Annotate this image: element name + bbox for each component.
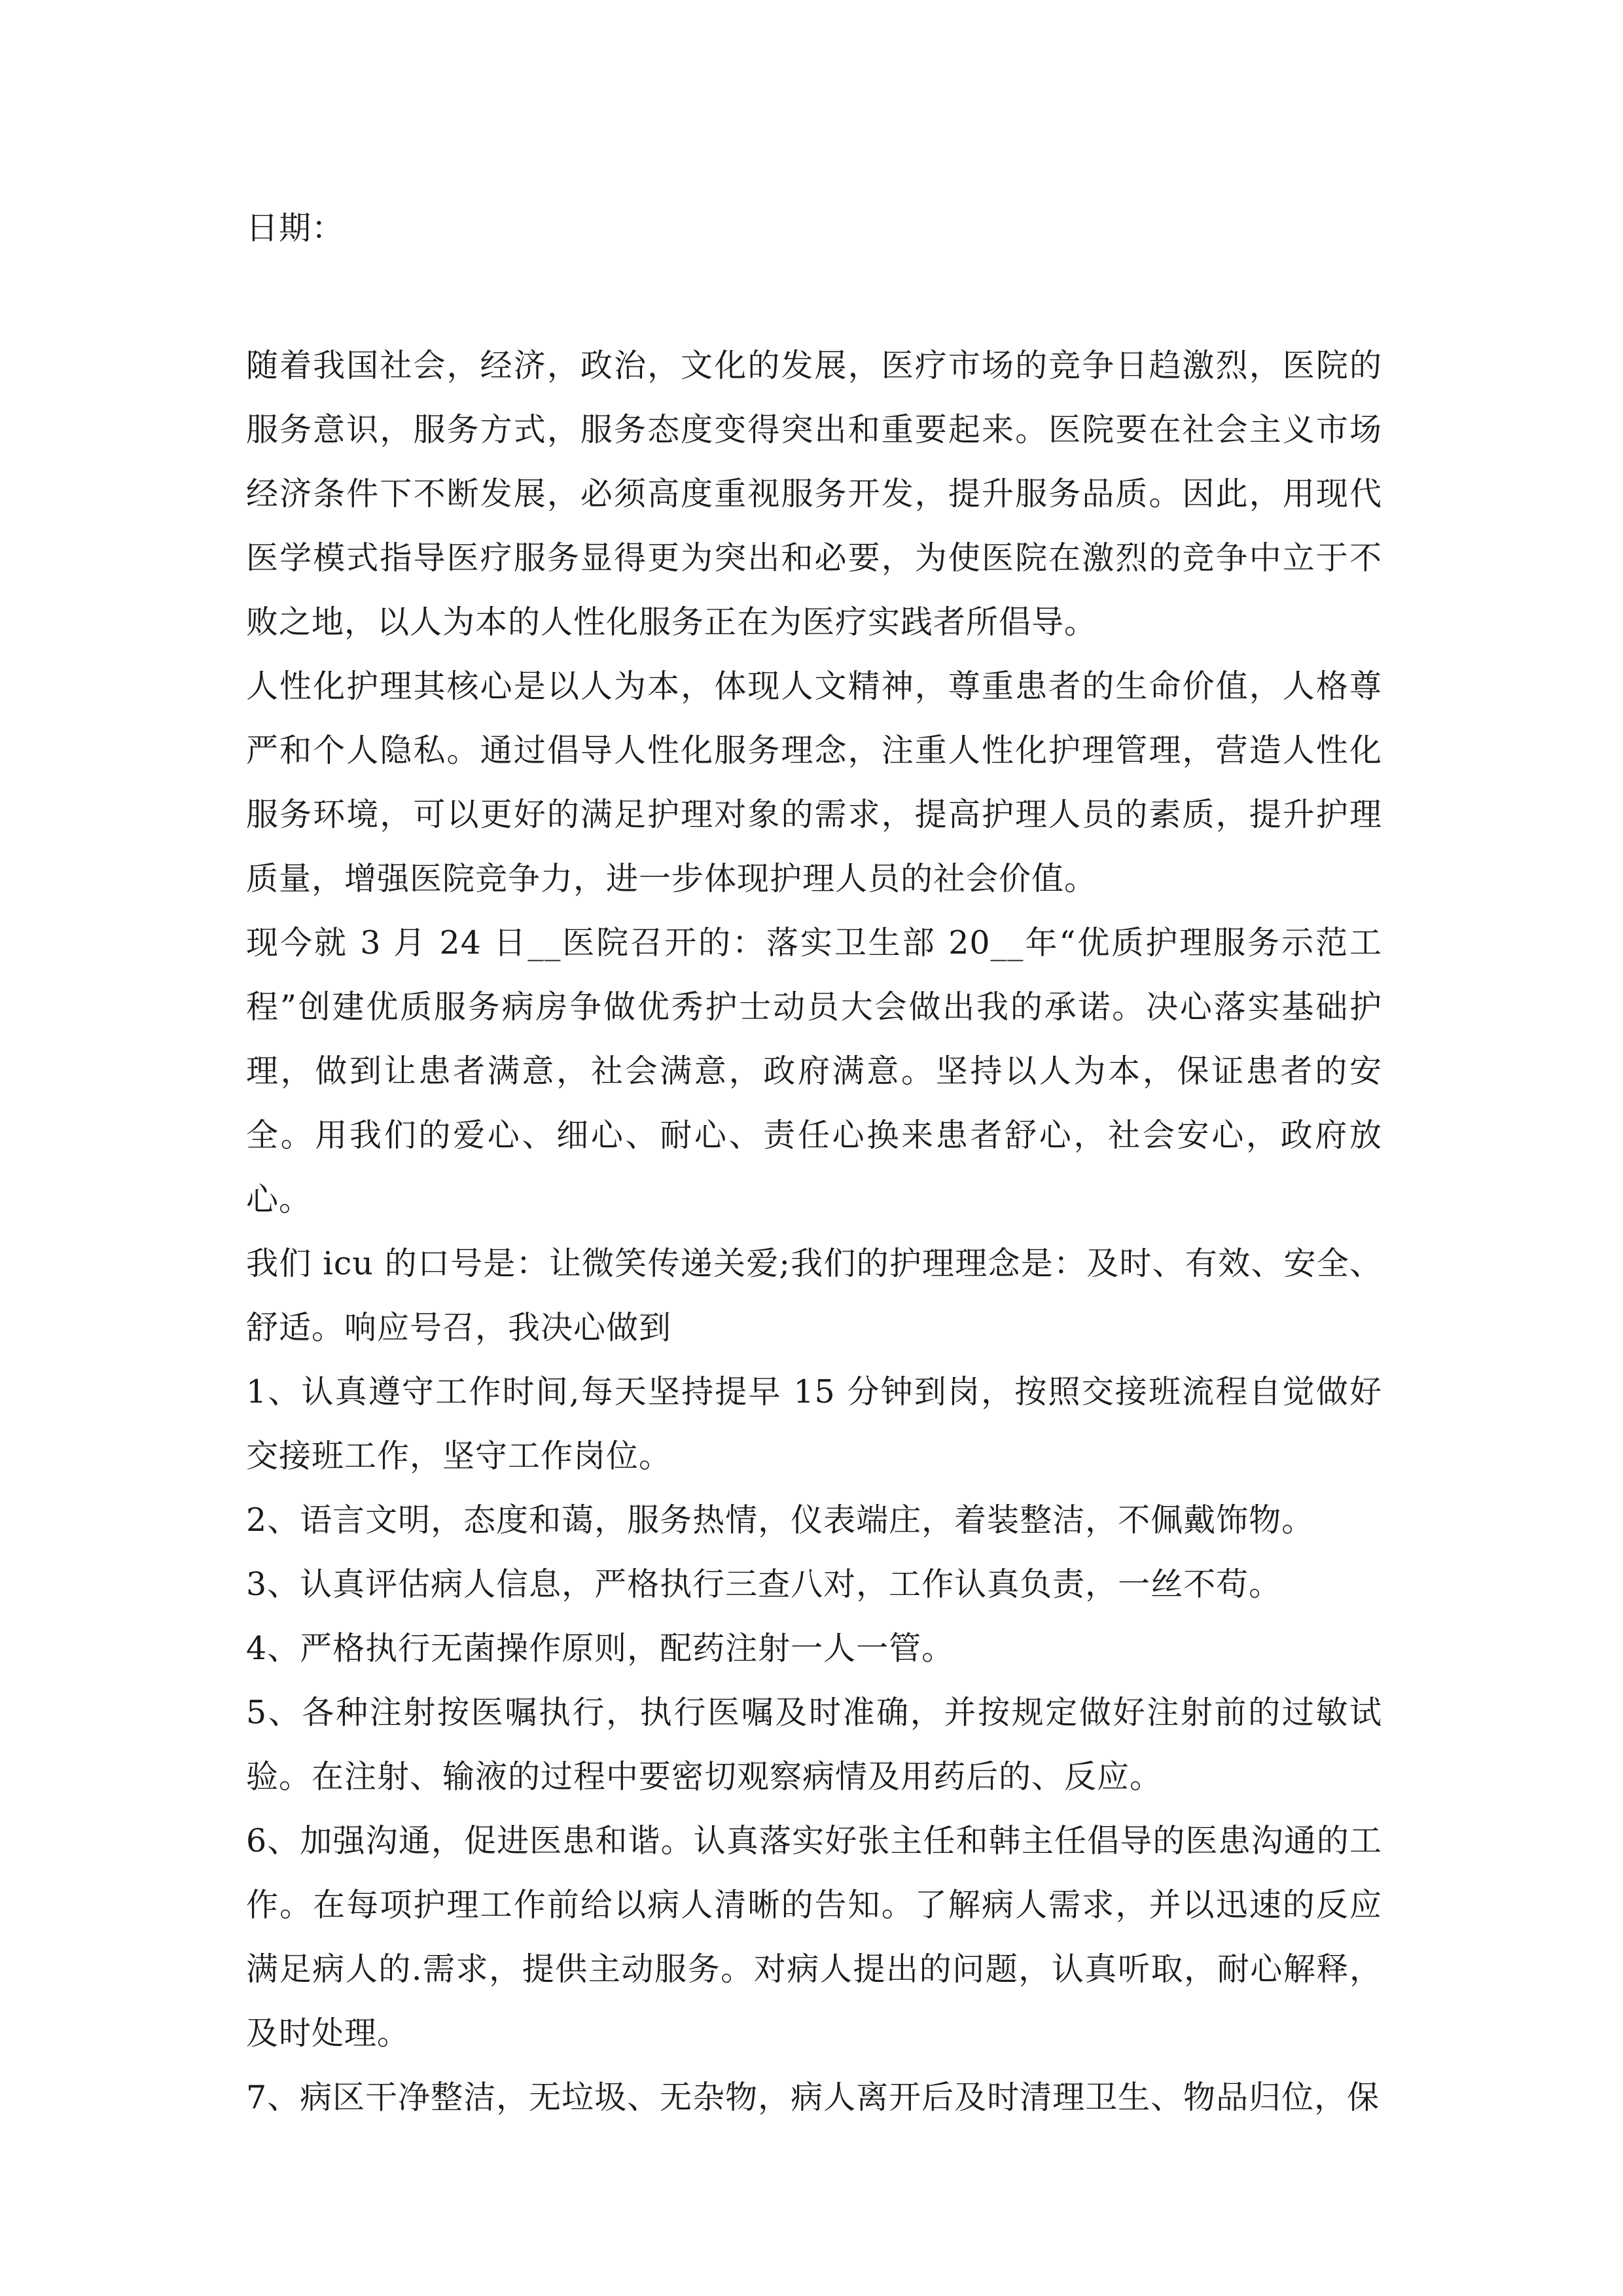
document-body <box>246 196 1382 2130</box>
list-item-1: 1、认真遵守工作时间,每天坚持提早 15 分钟到岗，按照交接班流程自觉做好交接班工作，坚守工作岗位。 <box>246 1373 1382 1475</box>
list-item-7: 7、病区干净整洁，无垃圾、无杂物，病人离开后及时清理卫生、物品归位，保 <box>246 2079 1380 2116</box>
list-item-6: 6、加强沟通，促进医患和谐。认真落实好张主任和韩主任倡导的医患沟通的工作。在每项护理工作前给以病人清晰的告知。了解病人需求，并以迅速的反应满足病人的.需求，提供主动服务。对病人提出的问题，认真听取，耐心解释，及时处理。 <box>246 1822 1382 2052</box>
paragraph-intro: 随着我国社会，经济，政治，文化的发展，医疗市场的竞争日趋激烈，医院的服务意识，服务方式，服务态度变得突出和重要起来。医院要在社会主义市场经济条件下不断发展，必须高度重视服务开发，提升服务品质。因此，用现代医学模式指导医疗服务显得更为突出和必要，为使医院在激烈的竞争中立于不败之地，以人为本的人性化服务正在为医疗实践者所倡导。 <box>246 347 1382 641</box>
list-item-2: 2、语言文明，态度和蔼，服务热情，仪表端庄，着装整洁，不佩戴饰物。 <box>246 1501 1315 1539</box>
paragraph-humanized-nursing: 人性化护理其核心是以人为本，体现人文精神，尊重患者的生命价值，人格尊严和个人隐私。通过倡导人性化服务理念，注重人性化护理管理，营造人性化服务环境，可以更好的满足护理对象的需求，提高护理人员的素质，提升护理质量，增强医院竞争力，进一步体现护理人员的社会价值。 <box>246 668 1382 897</box>
list-item-3: 3、认真评估病人信息，严格执行三查八对，工作认真负责，一丝不苟。 <box>246 1566 1282 1603</box>
paragraph-commitment: 现今就 3 月 24 日__医院召开的：落实卫生部 20__年“优质护理服务示范工程”创建优质服务病房争做优秀护士动员大会做出我的承诺。决心落实基础护理，做到让患者满意，社会满意，政府满意。坚持以人为本，保证患者的安全。用我们的爱心、细心、耐心、责任心换来患者舒心，社会安心，政府放心。 <box>246 924 1382 1218</box>
paragraph-icu-slogan: 我们 icu 的口号是：让微笑传递关爱;我们的护理理念是：及时、有效、安全、舒适。响应号召，我决心做到 <box>246 1245 1382 1346</box>
date-label: 日期： <box>246 209 345 247</box>
list-item-4: 4、严格执行无菌操作原则，配药注射一人一管。 <box>246 1630 955 1667</box>
list-item-5: 5、各种注射按医嘱执行，执行医嘱及时准确，并按规定做好注射前的过敏试验。在注射、输液的过程中要密切观察病情及用药后的、反应。 <box>246 1694 1382 1795</box>
blank-spacer <box>246 260 1382 334</box>
